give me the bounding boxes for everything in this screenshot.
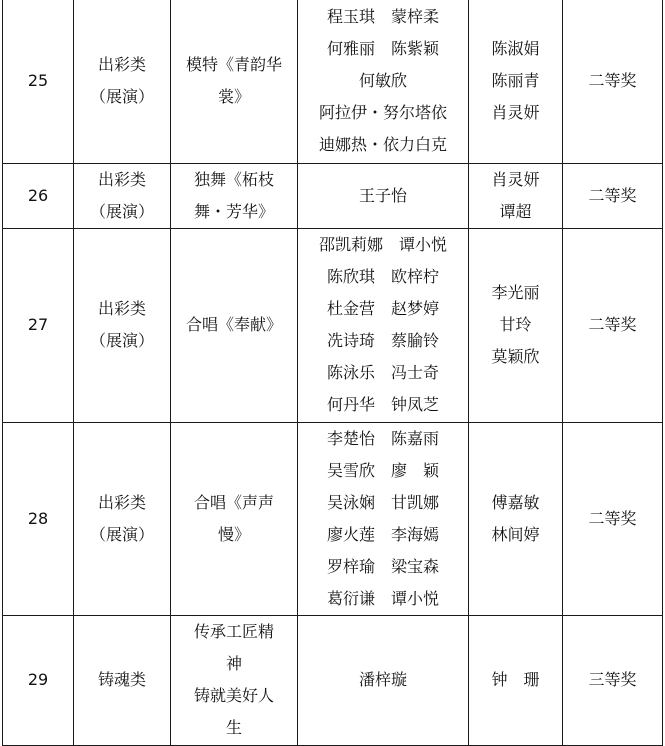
award-cell: 二等奖 bbox=[563, 228, 663, 422]
award-cell: 二等奖 bbox=[563, 422, 663, 615]
performers-cell: 李楚怡 陈嘉雨 吴雪欣 廖 颖 吴泳娴 甘凯娜 廖火莲 李海嫣 罗梓瑜 梁宝森 葛衍谦 谭小悦 bbox=[298, 422, 469, 615]
row-number: 29 bbox=[3, 615, 74, 745]
table-row bbox=[3, 163, 663, 228]
award-cell: 二等奖 bbox=[563, 163, 663, 228]
program-cell: 模特《青韵华 裳》 bbox=[171, 0, 298, 163]
instructors-cell: 肖灵妍 谭超 bbox=[469, 163, 563, 228]
category-cell: 出彩类 （展演） bbox=[74, 422, 171, 615]
performers-cell: 潘梓璇 bbox=[298, 615, 469, 745]
table-row bbox=[3, 228, 663, 422]
performers-cell: 王子怡 bbox=[298, 163, 469, 228]
awards-table bbox=[2, 0, 663, 746]
table-row bbox=[3, 422, 663, 615]
performers-cell: 邵凯莉娜 谭小悦 陈欣琪 欧梓柠 杜金营 赵梦婷 冼诗琦 蔡腧铃 陈泳乐 冯士奇 何丹华 钟凤芝 bbox=[298, 228, 469, 422]
program-cell: 独舞《柘枝 舞・芳华》 bbox=[171, 163, 298, 228]
award-cell: 三等奖 bbox=[563, 615, 663, 745]
instructors-cell: 钟 珊 bbox=[469, 615, 563, 745]
row-number: 27 bbox=[3, 228, 74, 422]
table-row bbox=[3, 615, 663, 745]
category-cell: 出彩类 （展演） bbox=[74, 163, 171, 228]
instructors-cell: 李光丽 甘玲 莫颖欣 bbox=[469, 228, 563, 422]
row-number: 26 bbox=[3, 163, 74, 228]
category-cell: 出彩类 （展演） bbox=[74, 0, 171, 163]
instructors-cell: 傅嘉敏 林间婷 bbox=[469, 422, 563, 615]
program-cell: 合唱《奉献》 bbox=[171, 228, 298, 422]
program-cell: 合唱《声声 慢》 bbox=[171, 422, 298, 615]
award-cell: 二等奖 bbox=[563, 0, 663, 163]
category-cell: 铸魂类 bbox=[74, 615, 171, 745]
category-cell: 出彩类 （展演） bbox=[74, 228, 171, 422]
row-number: 25 bbox=[3, 0, 74, 163]
table-row bbox=[3, 0, 663, 163]
instructors-cell: 陈淑娟 陈丽青 肖灵妍 bbox=[469, 0, 563, 163]
row-number: 28 bbox=[3, 422, 74, 615]
program-cell: 传承工匠精 神 铸就美好人 生 bbox=[171, 615, 298, 745]
performers-cell: 程玉琪 蒙梓柔 何雅丽 陈紫颖 何敏欣 阿拉伊・努尔塔依 迪娜热・依力白克 bbox=[298, 0, 469, 163]
